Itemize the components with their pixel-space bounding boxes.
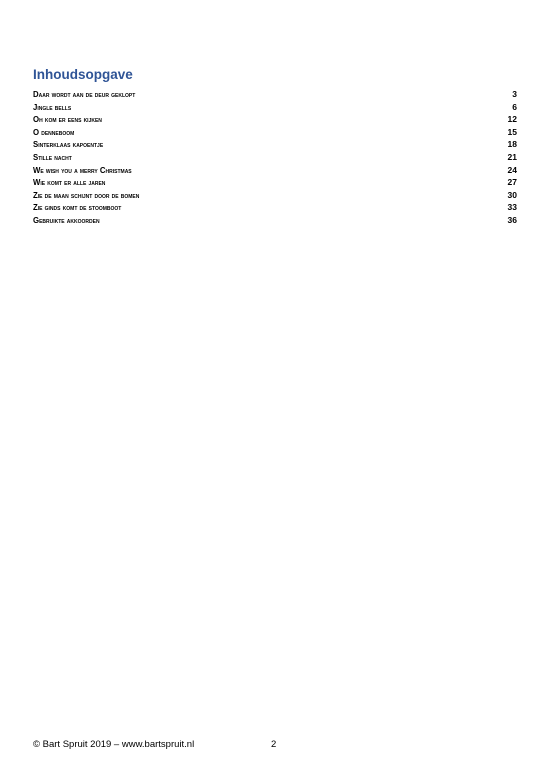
toc-entry[interactable] [33, 176, 517, 189]
toc-entry-page: 18 [507, 139, 517, 150]
toc-entry-title: Oh kom er eens kijken [33, 115, 102, 125]
toc-entry-title: Zie de maan schijnt door de bomen [33, 190, 140, 200]
toc-entry-title: Daar wordt aan de deur geklopt [33, 90, 136, 99]
toc-entry-page: 24 [507, 164, 517, 175]
toc-entry-page: 3 [512, 89, 517, 99]
toc-entry-page: 36 [507, 214, 517, 225]
toc-entry[interactable] [33, 201, 517, 214]
toc-entry-page: 6 [512, 101, 517, 112]
toc-entry[interactable] [33, 138, 517, 151]
toc-entry-page: 27 [507, 177, 517, 188]
toc-entry[interactable] [33, 151, 517, 164]
toc-entry[interactable] [33, 88, 517, 101]
toc-entry[interactable] [33, 101, 517, 114]
toc-entry-title: Sinterklaas kapoentje [33, 140, 104, 150]
toc-entry[interactable] [33, 189, 517, 202]
toc-entry-title: Zie ginds komt de stoomboot [33, 203, 122, 213]
toc-entry-title: Jingle bells [33, 102, 72, 112]
footer-page-number: 2 [271, 739, 277, 750]
toc-entry[interactable] [33, 113, 517, 126]
toc-list [33, 88, 517, 227]
footer-copyright: © Bart Spruit 2019 – www.bartspruit.nl [33, 739, 195, 750]
toc-entry-page: 30 [507, 189, 517, 200]
toc-entry-title: We wish you a merry Christmas [33, 165, 132, 175]
toc-entry[interactable] [33, 164, 517, 177]
toc-entry-title: Gebruikte akkoorden [33, 215, 100, 225]
toc-entry-page: 12 [507, 114, 517, 125]
toc-entry-title: O denneboom [33, 127, 75, 137]
toc-entry-page: 15 [507, 126, 517, 137]
toc-entry-title: Stille nacht [33, 152, 72, 162]
toc-entry-page: 21 [507, 151, 517, 162]
toc-entry-title: Wie komt er alle jaren [33, 178, 106, 188]
toc-entry[interactable] [33, 126, 517, 139]
toc-entry-page: 33 [507, 202, 517, 213]
toc-heading: Inhoudsopgave [33, 67, 133, 82]
toc-entry[interactable] [33, 214, 517, 227]
